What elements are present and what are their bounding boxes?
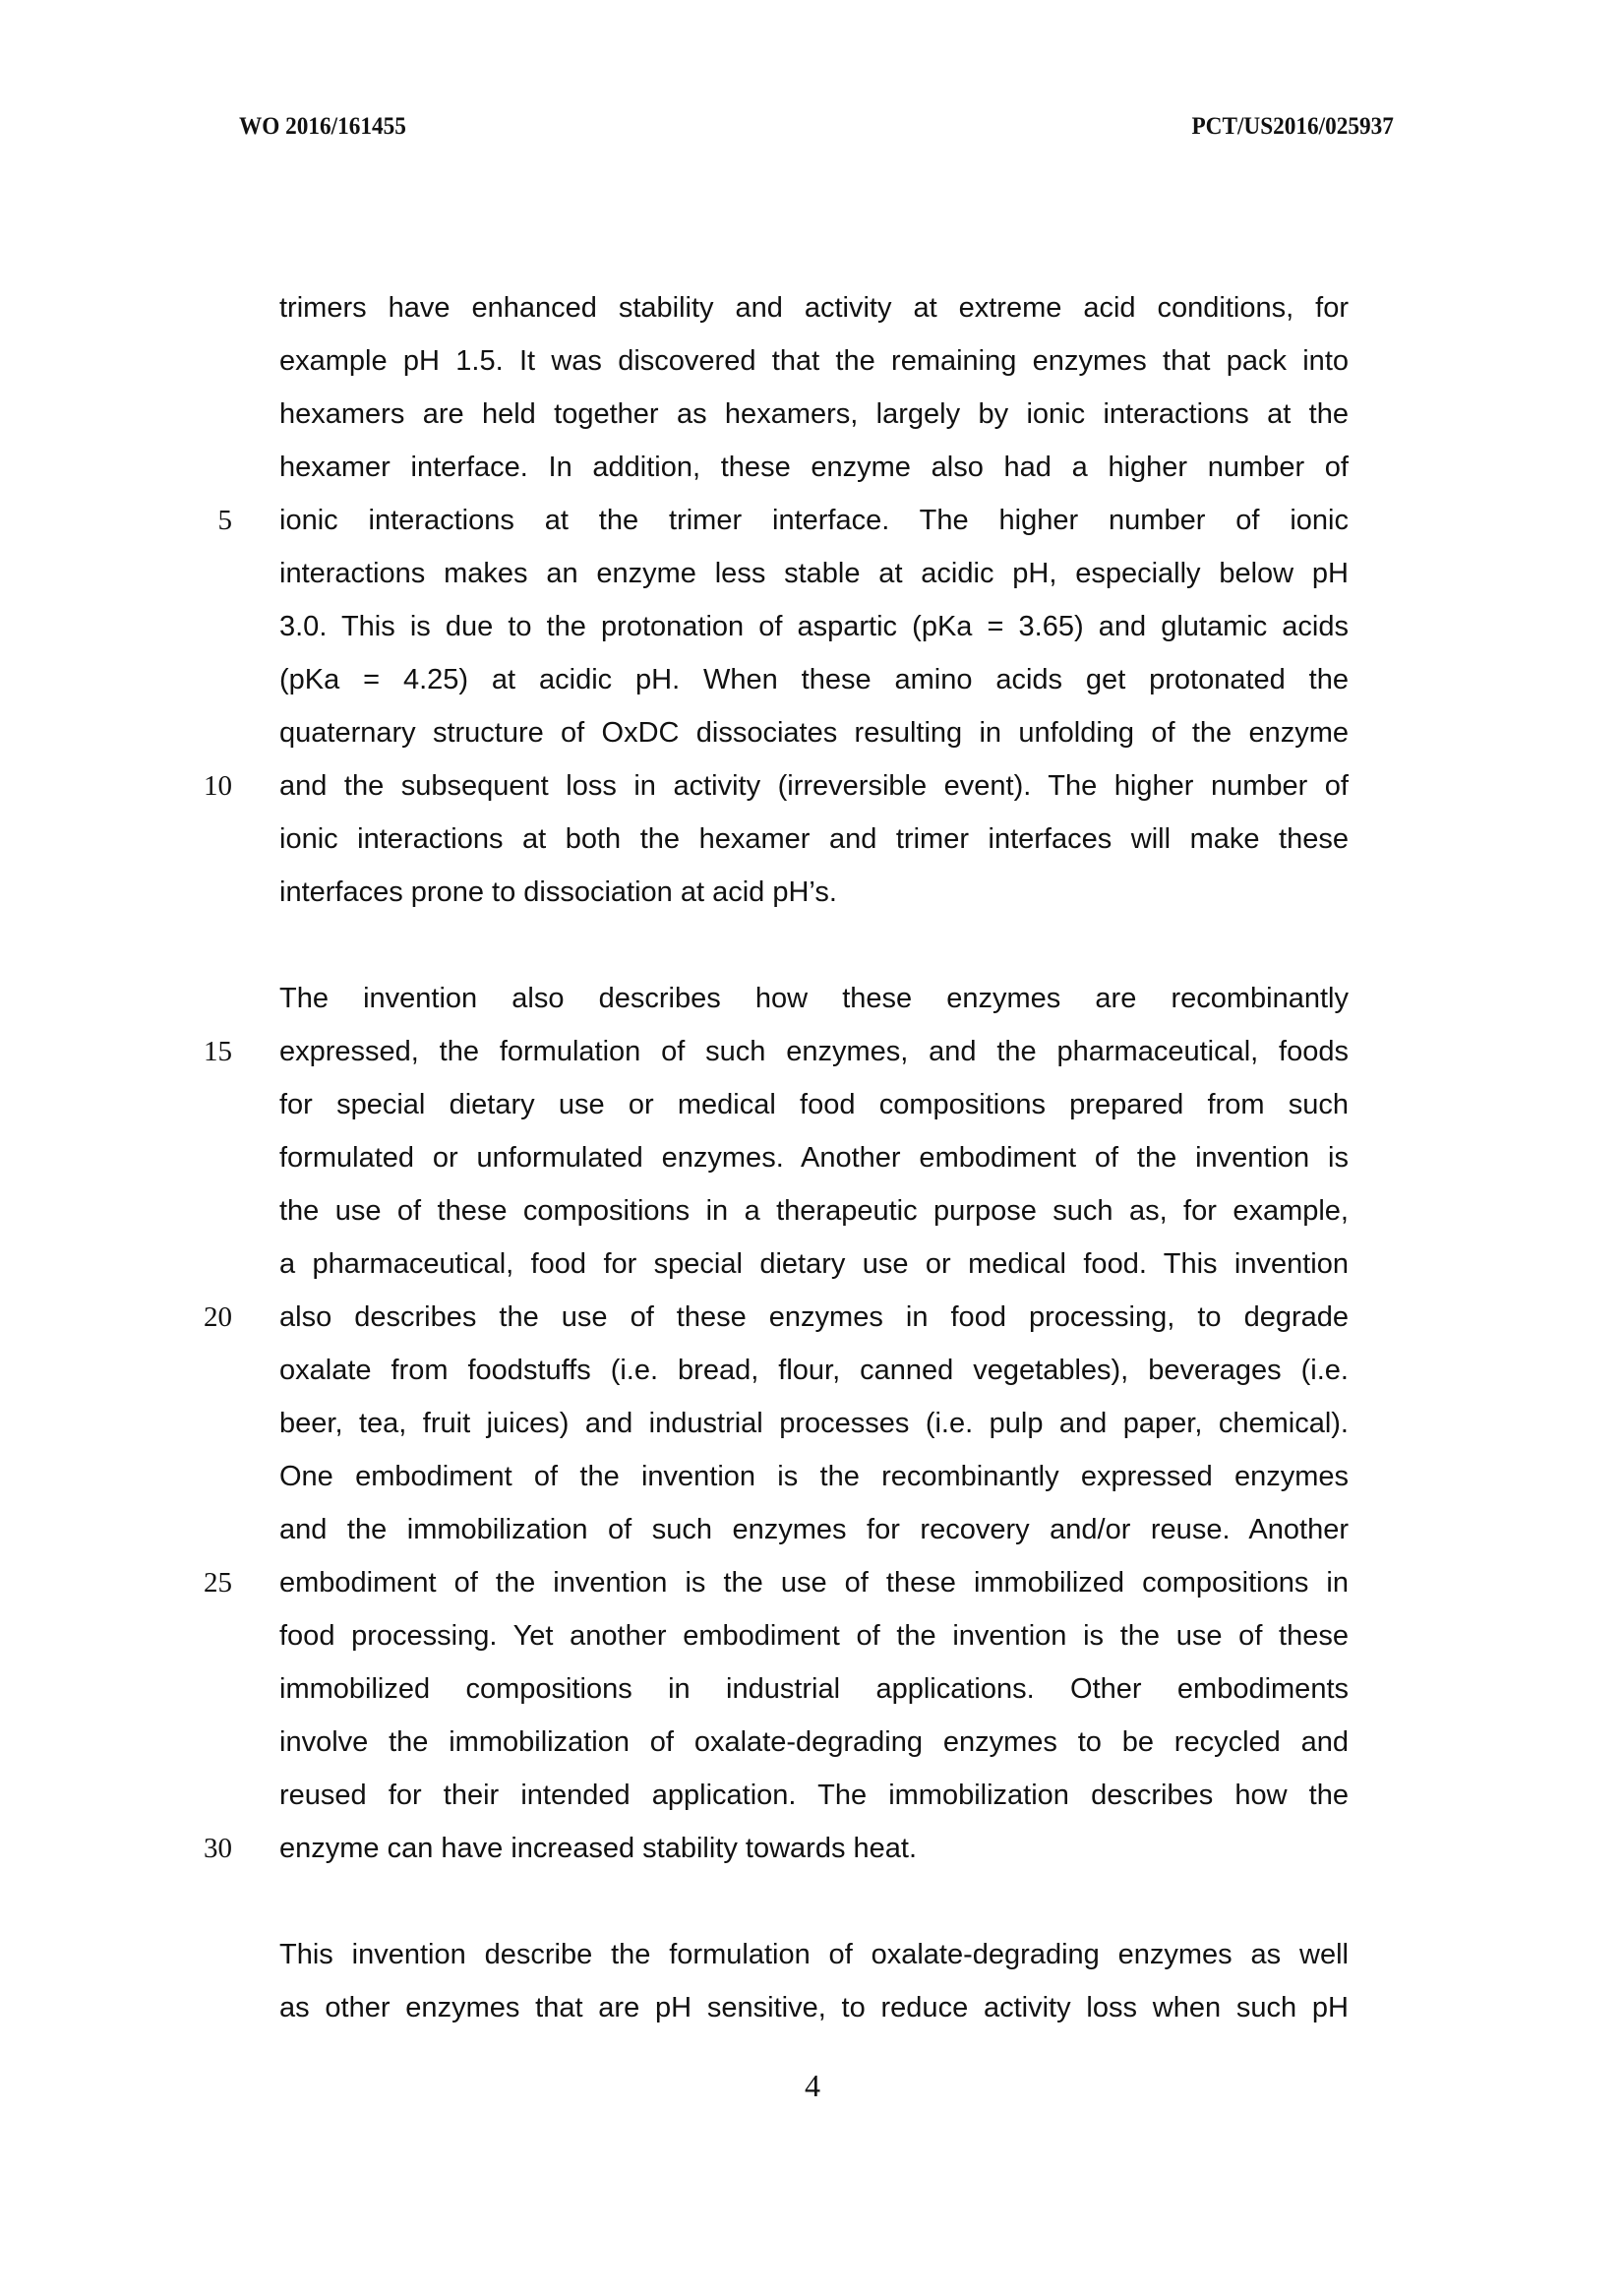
text-line: enzyme can have increased stability towards heat.	[279, 1833, 918, 1864]
text-line: formulated or unformulated enzymes. Another embodiment of the invention is	[279, 1142, 1349, 1174]
text-line: involve the immobilization of oxalate-degrading enzymes to be recycled and	[279, 1726, 1349, 1758]
line-number: 5	[217, 505, 232, 536]
line-number: 10	[204, 770, 232, 802]
text-line: a pharmaceutical, food for special dietary use or medical food. This invention	[279, 1248, 1349, 1280]
application-number: PCT/US2016/025937	[1191, 113, 1394, 140]
text-line: One embodiment of the invention is the recombinantly expressed enzymes	[279, 1461, 1349, 1492]
text-line: trimers have enhanced stability and activity at extreme acid conditions, for	[279, 292, 1349, 324]
text-line: ionic interactions at the trimer interface. The higher number of ionic	[279, 505, 1349, 536]
text-line: and the subsequent loss in activity (irreversible event). The higher number of	[279, 770, 1349, 802]
text-line: example pH 1.5. It was discovered that the remaining enzymes that pack into	[279, 345, 1349, 377]
text-line: hexamer interface. In addition, these enzyme also had a higher number of	[279, 452, 1349, 483]
publication-number: WO 2016/161455	[239, 113, 406, 140]
text-line: (pKa = 4.25) at acidic pH. When these amino acids get protonated the	[279, 664, 1349, 695]
text-line: interactions makes an enzyme less stable at acidic pH, especially below pH	[279, 558, 1349, 589]
page-number: 4	[805, 2068, 820, 2103]
text-line: immobilized compositions in industrial applications. Other embodiments	[279, 1673, 1349, 1705]
text-line: ionic interactions at both the hexamer and trimer interfaces will make these	[279, 823, 1349, 855]
text-line: as other enzymes that are pH sensitive, to reduce activity loss when such pH	[279, 1992, 1349, 2023]
line-number: 25	[204, 1567, 232, 1599]
text-line: reused for their intended application. The immobilization describes how the	[279, 1780, 1349, 1811]
text-line: embodiment of the invention is the use of these immobilized compositions in	[279, 1567, 1349, 1599]
text-line: and the immobilization of such enzymes for recovery and/or reuse. Another	[279, 1514, 1349, 1545]
text-line: quaternary structure of OxDC dissociates resulting in unfolding of the enzyme	[279, 717, 1349, 749]
text-line: the use of these compositions in a therapeutic purpose such as, for example,	[279, 1195, 1349, 1227]
line-number: 20	[204, 1301, 232, 1333]
text-line: food processing. Yet another embodiment of the invention is the use of these	[279, 1620, 1349, 1652]
text-line: beer, tea, fruit juices) and industrial processes (i.e. pulp and paper, chemical).	[279, 1408, 1349, 1439]
text-line: oxalate from foodstuffs (i.e. bread, flour, canned vegetables), beverages (i.e.	[279, 1355, 1349, 1386]
text-line: The invention also describes how these enzymes are recombinantly	[279, 983, 1349, 1014]
text-line: for special dietary use or medical food compositions prepared from such	[279, 1089, 1349, 1120]
text-line: interfaces prone to dissociation at acid pH’s.	[279, 876, 837, 908]
text-line: 3.0. This is due to the protonation of aspartic (pKa = 3.65) and glutamic acids	[279, 611, 1349, 642]
text-line: expressed, the formulation of such enzymes, and the pharmaceutical, foods	[279, 1036, 1349, 1067]
text-line: hexamers are held together as hexamers, largely by ionic interactions at the	[279, 398, 1349, 430]
text-line: also describes the use of these enzymes in food processing, to degrade	[279, 1301, 1349, 1333]
line-number: 30	[204, 1833, 232, 1864]
text-line: This invention describe the formulation of oxalate-degrading enzymes as well	[279, 1939, 1349, 1970]
line-number: 15	[204, 1036, 232, 1067]
